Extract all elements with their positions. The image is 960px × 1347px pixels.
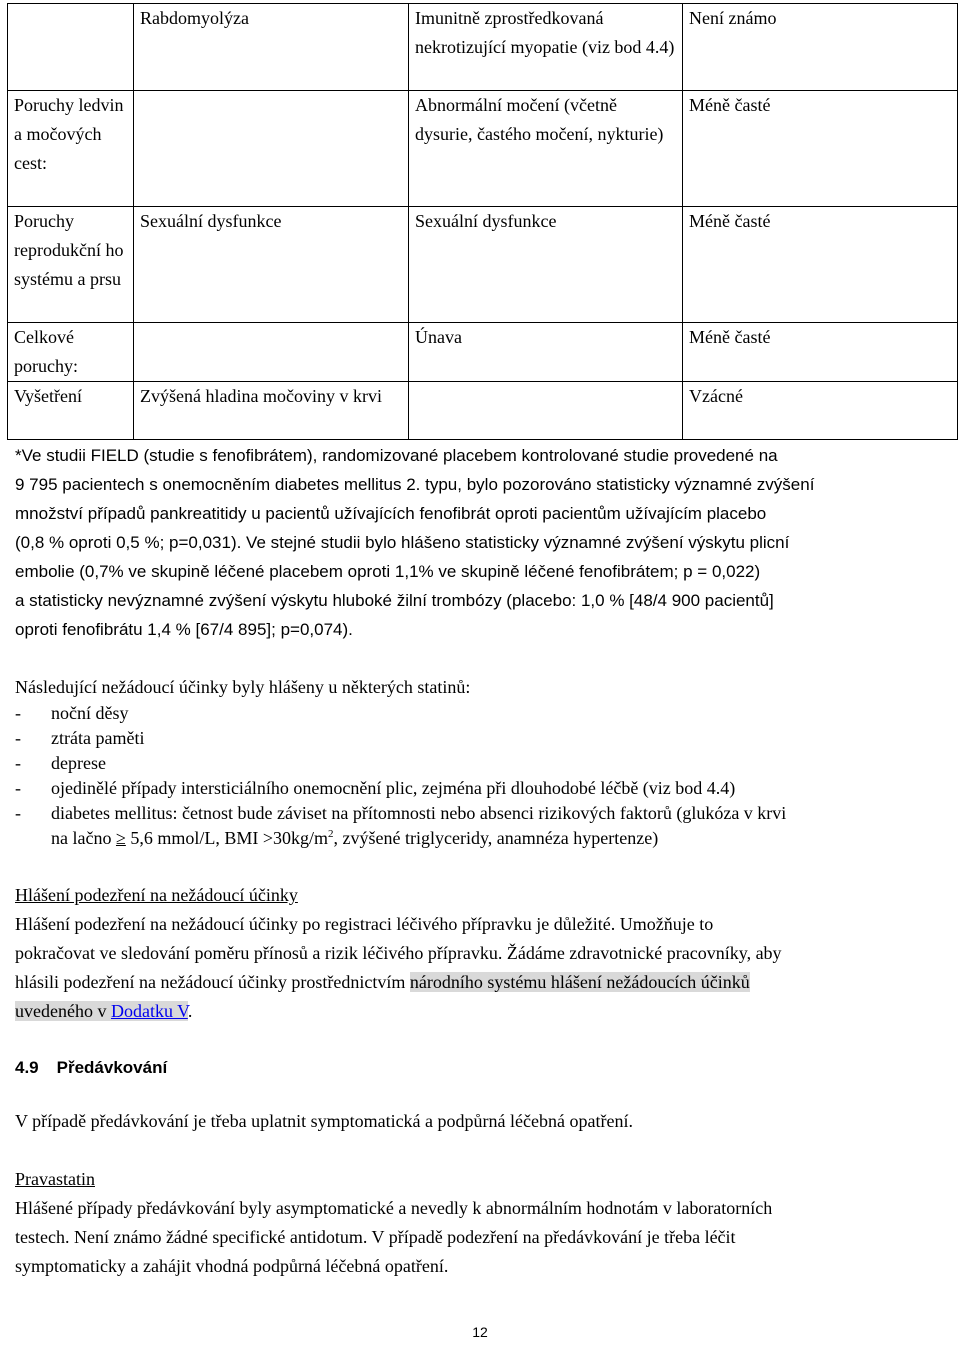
table-row xyxy=(8,4,958,91)
reporting-line xyxy=(15,997,950,1026)
list-item-text: deprese xyxy=(51,753,106,773)
footnote-line: množství případů pankreatitidy u pacientů užívajících fenofibrát oproti pacientům užívajícím placebo xyxy=(15,504,767,523)
ge-symbol: ≥ xyxy=(115,828,126,848)
list-dash: - xyxy=(15,703,21,723)
list-item-text: noční děsy xyxy=(51,703,129,723)
table-cell-soc xyxy=(8,4,134,91)
list-item xyxy=(15,726,950,751)
statin-effects-list xyxy=(15,701,950,851)
pravastatin-line: testech. Není známo žádné specifické antidotum. V případě podezření na předávkování je třeba léčit xyxy=(15,1227,736,1247)
highlighted-text: uvedeného v xyxy=(15,1001,111,1021)
pravastatin-heading: Pravastatin xyxy=(15,1169,95,1189)
table-cell-frequency: Není známo xyxy=(683,4,958,91)
list-item-text: diabetes mellitus: četnost bude záviset na přítomnosti nebo absenci rizikových faktorů (glukóza v krvi xyxy=(51,803,787,823)
pravastatin-line: symptomaticky a zahájit vhodná podpůrná léčebná opatření. xyxy=(15,1256,449,1276)
list-item xyxy=(15,751,950,776)
list-item xyxy=(15,701,950,726)
section-title: Předávkování xyxy=(56,1058,168,1077)
reporting-text: hlásili podezření na nežádoucí účinky prostřednictvím xyxy=(15,972,410,992)
page-number: 12 xyxy=(472,1324,488,1340)
adverse-effects-table xyxy=(7,3,958,440)
footnote-line: (0,8 % oproti 0,5 %; p=0,031). Ve stejné studii bylo hlášeno statisticky významné zvýšení výskytu plicní xyxy=(15,533,790,552)
table-cell-pravastatin: Abnormální močení (včetně dysurie, častého močení, nykturie) xyxy=(409,91,683,207)
list-item xyxy=(15,776,950,801)
table-cell-fenofibrate xyxy=(134,323,409,382)
table-cell-frequency: Méně časté xyxy=(683,91,958,207)
footnote-line: oproti fenofibrátu 1,4 % [67/4 895]; p=0,074). xyxy=(15,620,353,639)
statins-intro: Následující nežádoucí účinky byly hlášeny u některých statinů: xyxy=(15,677,471,697)
table-cell-frequency: Vzácné xyxy=(683,382,958,440)
table-cell-pravastatin: Únava xyxy=(409,323,683,382)
table-row xyxy=(8,382,958,440)
reporting-text: . xyxy=(187,1001,193,1021)
highlighted-text: národního systému hlášení nežádoucích účinků xyxy=(409,972,750,992)
list-item-text: na lačno xyxy=(51,828,116,848)
table-cell-fenofibrate: Rabdomyolýza xyxy=(134,4,409,91)
table-row xyxy=(8,207,958,323)
table-row xyxy=(8,323,958,382)
table-cell-soc: Vyšetření xyxy=(8,382,134,440)
table-cell-soc: Poruchy ledvin a močových cest: xyxy=(8,91,134,207)
list-item-text: ztráta paměti xyxy=(51,728,145,748)
pravastatin-line: Hlášené případy předávkování byly asymptomatické a nevedly k abnormálním hodnotám v laboratorních xyxy=(15,1198,773,1218)
table-cell-fenofibrate: Zvýšená hladina močoviny v krvi xyxy=(134,382,409,440)
table-cell-pravastatin: Imunitně zprostředkovaná nekrotizující myopatie (viz bod 4.4) xyxy=(409,4,683,91)
table-cell-fenofibrate: Sexuální dysfunkce xyxy=(134,207,409,323)
table-cell-pravastatin: Sexuální dysfunkce xyxy=(409,207,683,323)
table-cell-frequency: Méně časté xyxy=(683,323,958,382)
reporting-heading: Hlášení podezření na nežádoucí účinky xyxy=(15,885,298,905)
overdose-text: V případě předávkování je třeba uplatnit symptomatická a podpůrná léčebná opatření. xyxy=(15,1111,633,1131)
reporting-line: pokračovat ve sledování poměru přínosů a rizik léčivého přípravku. Žádáme zdravotnické pracovníky, aby xyxy=(15,943,782,963)
superscript: 2 xyxy=(328,828,334,840)
list-item-text: ojedinělé případy intersticiálního onemocnění plic, zejména při dlouhodobé léčbě (viz bod 4.4) xyxy=(51,778,736,798)
list-dash: - xyxy=(15,778,21,798)
footnote-line: a statisticky nevýznamné zvýšení výskytu hluboké žilní trombózy (placebo: 1,0 % [48/4 900 pacientů] xyxy=(15,591,774,610)
footnote-line: embolie (0,7% ve skupině léčené placebem oproti 1,1% ve skupině léčené fenofibrátem; p = 0,022) xyxy=(15,562,761,581)
list-dash: - xyxy=(15,803,21,823)
list-item-text: , zvýšené triglyceridy, anamnéza hypertenze) xyxy=(333,828,659,848)
section-number: 4.9 xyxy=(15,1058,39,1077)
reporting-line xyxy=(15,968,950,997)
table-cell-fenofibrate xyxy=(134,91,409,207)
table-cell-soc: Poruchy reprodukční ho systému a prsu xyxy=(8,207,134,323)
field-study-footnote xyxy=(15,441,950,644)
reporting-section xyxy=(15,881,950,1026)
footnote-line: *Ve studii FIELD (studie s fenofibrátem), randomizované placebem kontrolované studie provedené na xyxy=(15,446,778,465)
table-cell-pravastatin xyxy=(409,382,683,440)
section-4-9-heading xyxy=(15,1053,950,1082)
list-dash: - xyxy=(15,728,21,748)
table-cell-soc: Celkové poruchy: xyxy=(8,323,134,382)
list-item xyxy=(15,801,950,851)
list-dash: - xyxy=(15,753,21,773)
pravastatin-section xyxy=(15,1165,950,1281)
table-row xyxy=(8,91,958,207)
footnote-line: 9 795 pacientech s onemocněním diabetes mellitus 2. typu, bylo pozorováno statisticky významné zvýšení xyxy=(15,475,815,494)
list-item-text: 5,6 mmol/L, BMI >30kg/m xyxy=(125,828,329,848)
reporting-line: Hlášení podezření na nežádoucí účinky po registraci léčivého přípravku je důležité. Umožňuje to xyxy=(15,914,714,934)
appendix-v-link[interactable]: Dodatku V xyxy=(110,1001,188,1021)
table-cell-frequency: Méně časté xyxy=(683,207,958,323)
